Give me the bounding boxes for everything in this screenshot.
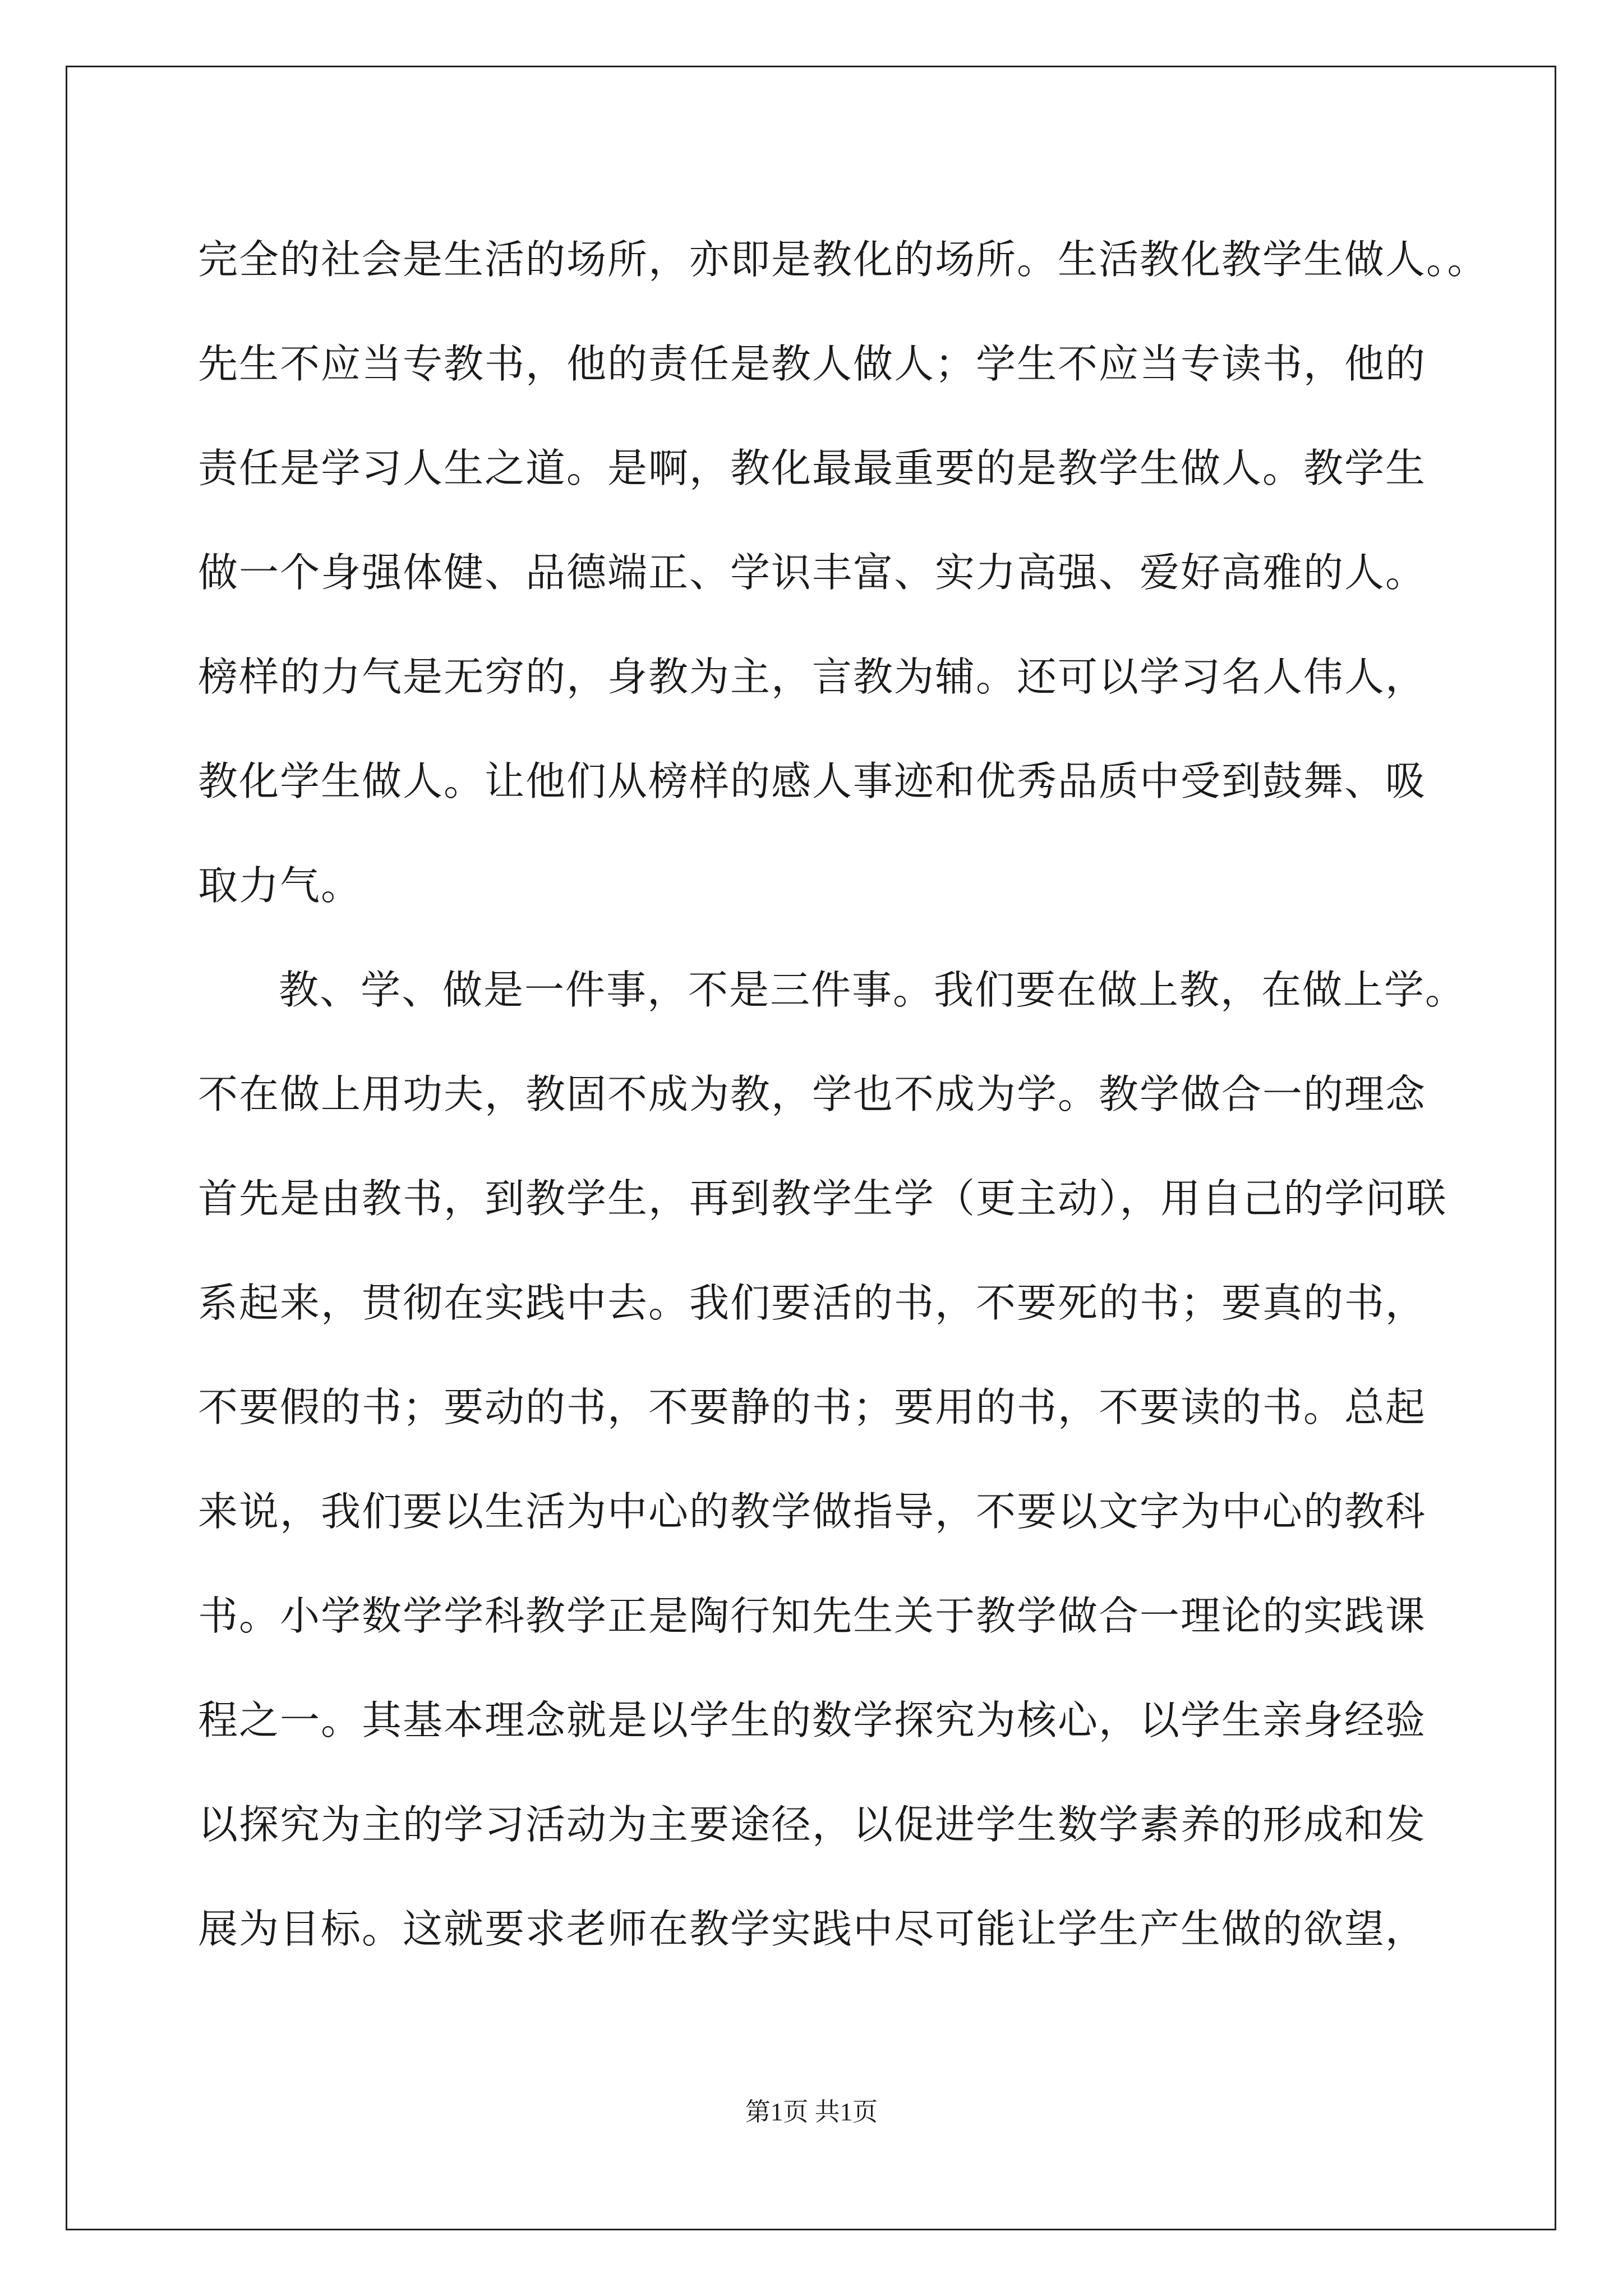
text-line: 来说，我们要以生活为中心的教学做指导，不要以文字为中心的教科 [198, 1488, 1427, 1535]
text-line: 以探究为主的学习活动为主要途径，以促进学生数学素养的形成和发 [198, 1801, 1427, 1848]
text-line: 程之一。其基本理念就是以学生的数学探究为核心，以学生亲身经验 [198, 1697, 1427, 1743]
document-body [198, 208, 1488, 1981]
text-line: 不要假的书；要动的书，不要静的书；要用的书，不要读的书。总起 [198, 1384, 1427, 1430]
text-line: 首先是由教书，到教学生，再到教学生学（更主动），用自己的学问联 [198, 1175, 1447, 1222]
text-line: 取力气。 [198, 862, 362, 909]
text-line: 系起来，贯彻在实践中去。我们要活的书，不要死的书；要真的书， [198, 1280, 1427, 1326]
text-line: 不在做上用功夫，教固不成为教，学也不成为学。教学做合一的理念 [198, 1071, 1427, 1117]
text-line: 书。小学数学学科教学正是陶行知先生关于教学做合一理论的实践课 [198, 1593, 1427, 1639]
page-number-footer: 第1页 共1页 [745, 2098, 878, 2126]
text-line: 展为目标。这就要求老师在教学实践中尽可能让学生产生做的欲望， [198, 1906, 1427, 1952]
text-line: 先生不应当专教书，他的责任是教人做人；学生不应当专读书，他的 [198, 341, 1427, 387]
text-line: 榜样的力气是无穷的，身教为主，言教为辅。还可以学习名人伟人， [198, 654, 1427, 700]
text-line: 做一个身强体健、品德端正、学识丰富、实力高强、爱好高雅的人。 [198, 549, 1427, 596]
text-line: 责任是学习人生之道。是啊，教化最最重要的是教学生做人。教学生 [198, 445, 1427, 491]
paragraph-first-line: 教、学、做是一件事，不是三件事。我们要在做上教，在做上学。 [279, 967, 1467, 1013]
text-line: 完全的社会是生活的场所，亦即是教化的场所。生活教化教学生做人。。 [198, 236, 1488, 283]
text-line: 教化学生做人。让他们从榜样的感人事迹和优秀品质中受到鼓舞、吸 [198, 758, 1427, 804]
